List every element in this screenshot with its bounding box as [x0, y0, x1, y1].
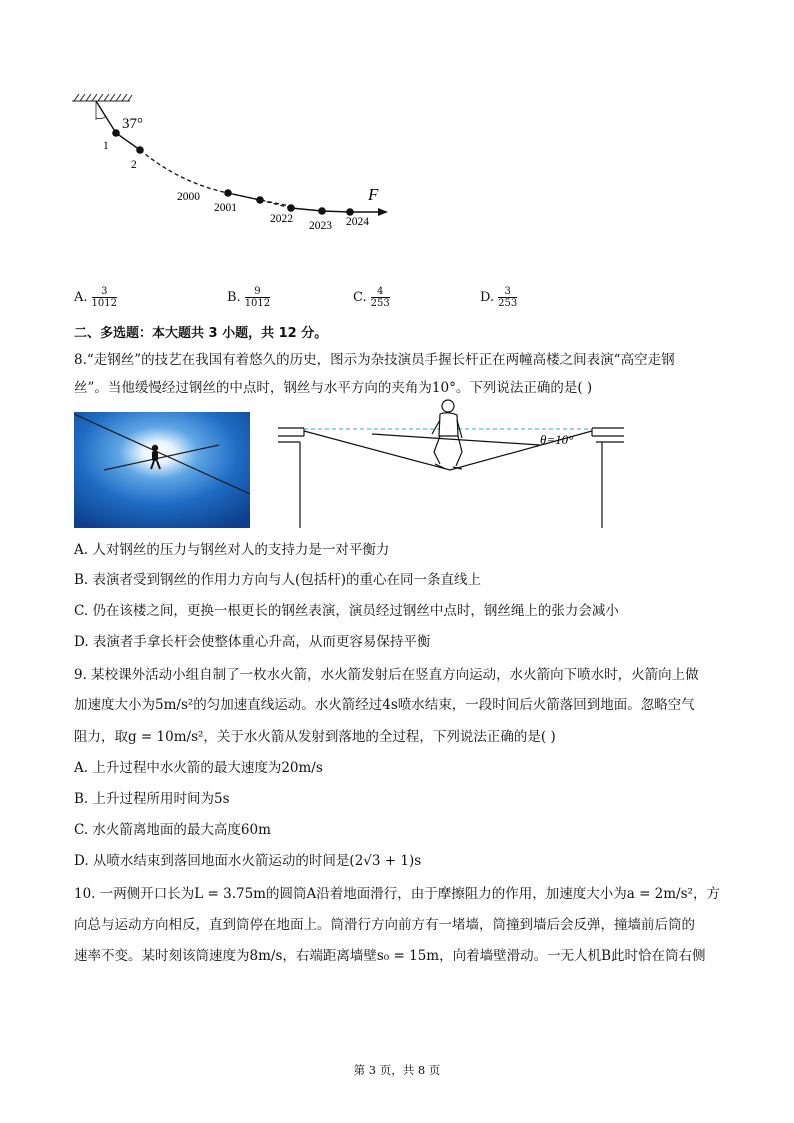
- point-2000: [224, 189, 232, 197]
- q9-option-a: A. 上升过程中水火箭的最大速度为20m/s: [74, 760, 323, 776]
- tightrope-diagram: [272, 398, 632, 530]
- option-letter: D.: [480, 290, 495, 305]
- theta-label: θ=10°: [540, 432, 574, 447]
- ceiling-hatch: [72, 94, 132, 101]
- label-2: 2: [131, 159, 137, 171]
- section-heading: 二、多选题：本大题共 3 小题，共 12 分。: [74, 326, 328, 341]
- q8-option-b: B. 表演者受到钢丝的作用力方向与人(包括杆)的重心在同一条直线上: [74, 572, 482, 588]
- sky-background: [74, 412, 250, 528]
- label-2000: 2000: [177, 191, 200, 203]
- point-2024: [346, 208, 354, 216]
- chain-dashed: [140, 150, 290, 206]
- label-2022: 2022: [270, 213, 293, 225]
- q7-option-d: [480, 286, 517, 309]
- page-footer: 第 3 页，共 8 页: [353, 1063, 441, 1077]
- point-2022: [287, 204, 295, 212]
- option-letter: A.: [74, 290, 88, 305]
- q10-stem-line-3: 速率不变。某时刻该筒速度为8m/s，右端距离墙壁s₀ = 15m，向着墙壁滑动。一无人机B此时恰在筒右侧: [74, 948, 706, 964]
- point-2: [136, 146, 144, 154]
- left-building: [278, 428, 304, 528]
- q7-option-c: [353, 286, 390, 309]
- walker-figure-icon: [432, 400, 462, 469]
- q8-option-a: A. 人对钢丝的压力与钢丝对人的支持力是一对平衡力: [74, 542, 390, 558]
- angle-label: 37°: [122, 116, 143, 132]
- right-building: [592, 428, 624, 528]
- q9-option-b: B. 上升过程所用时间为5s: [74, 791, 230, 807]
- force-label: F: [368, 185, 379, 204]
- q10-stem-line-2: 向总与运动方向相反，直到筒停在地面上。筒滑行方向前方有一堵墙，筒撞到墙后会反弹，撞墙前后筒的: [74, 917, 695, 933]
- q9-option-c: C. 水火箭离地面的最大高度60m: [74, 822, 271, 838]
- fraction: $\frac{3}{1012}$: [91, 286, 117, 309]
- q9-option-d: D. 从喷水结束到落回地面水火箭运动的时间是(2√3 + 1)s: [74, 853, 422, 869]
- point-1: [112, 129, 120, 137]
- q7-option-a: [74, 286, 117, 309]
- q9-stem-line-2: 加速度大小为5m/s²的匀加速直线运动。水火箭经过4s喷水结束，一段时间后火箭落回到地面。忽略空气: [74, 697, 695, 713]
- q8-stem-line-1: 8.“走钢丝”的技艺在我国有着悠久的历史，图示为杂技演员手握长杆正在两幢高楼之间表演“高空走钢: [74, 352, 675, 368]
- q8-stem-line-2: 丝”。当他缓慢经过钢丝的中点时，钢丝与水平方向的夹角为10°。下列说法正确的是( ): [74, 380, 593, 396]
- fraction: $\frac{9}{1012}$: [244, 286, 271, 309]
- label-1: 1: [103, 140, 109, 152]
- q9-stem-line-1: 9. 某校课外活动小组自制了一枚水火箭，水火箭发射后在竖直方向运动，水火箭向下喷水时，火箭向上做: [74, 667, 699, 683]
- q8-option-c: C. 仍在该楼之间，更换一根更长的钢丝表演，演员经过钢丝中点时，钢丝绳上的张力会减小: [74, 603, 619, 619]
- tightrope-photo: [74, 412, 250, 528]
- fraction: $\frac{4}{253}$: [370, 286, 390, 309]
- label-2023: 2023: [309, 220, 332, 232]
- q10-stem-line-1: 10. 一两侧开口长为L = 3.75m的圆筒A沿着地面滑行，由于摩擦阻力的作用，加速度大小为a = 2m/s²，方: [74, 886, 720, 902]
- q9-stem-line-3: 阻力，取g = 10m/s²，关于水火箭从发射到落地的全过程，下列说法正确的是( ): [74, 729, 556, 745]
- option-letter: B.: [227, 290, 241, 305]
- label-2024: 2024: [346, 216, 369, 228]
- angle-arc: [96, 116, 106, 119]
- chain-figure: [60, 88, 400, 248]
- fraction: $\frac{3}{253}$: [498, 286, 518, 309]
- point-2023: [318, 207, 326, 215]
- chain-solid-end: [228, 193, 260, 200]
- q7-option-b: [227, 286, 270, 309]
- q8-option-d: D. 表演者手拿长杆会使整体重心升高，从而更容易保持平衡: [74, 634, 431, 650]
- label-2001: 2001: [214, 202, 237, 214]
- option-letter: C.: [353, 290, 367, 305]
- point-2001: [256, 196, 264, 204]
